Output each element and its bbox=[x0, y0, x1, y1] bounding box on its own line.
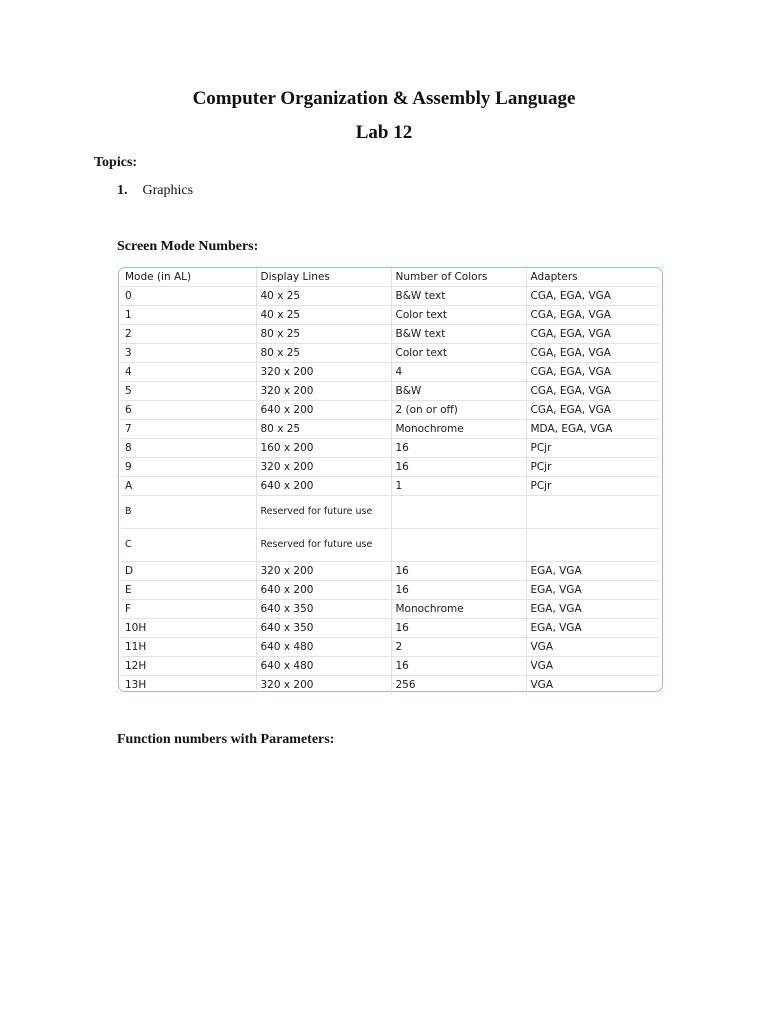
cell-display-lines: 40 x 25 bbox=[256, 306, 391, 325]
cell-display-lines: 320 x 200 bbox=[256, 676, 391, 695]
cell-mode: A bbox=[121, 477, 256, 496]
cell-display-lines: 640 x 480 bbox=[256, 638, 391, 657]
cell-adapters: CGA, EGA, VGA bbox=[526, 287, 659, 306]
cell-adapters: MDA, EGA, VGA bbox=[526, 420, 659, 439]
header-adapters: Adapters bbox=[526, 268, 659, 287]
table-row bbox=[121, 420, 659, 439]
topic-item bbox=[117, 183, 193, 199]
resize-handle-bottom-right[interactable]: · bbox=[661, 688, 664, 696]
cell-mode: 4 bbox=[121, 363, 256, 382]
header-number-of-colors: Number of Colors bbox=[391, 268, 526, 287]
cell-mode: 5 bbox=[121, 382, 256, 401]
cell-adapters: PCjr bbox=[526, 477, 659, 496]
cell-colors bbox=[391, 496, 526, 529]
cell-adapters: CGA, EGA, VGA bbox=[526, 401, 659, 420]
cell-display-lines: 640 x 200 bbox=[256, 581, 391, 600]
topics-heading: Topics: bbox=[94, 155, 138, 170]
table-row bbox=[121, 676, 659, 695]
cell-colors: 16 bbox=[391, 581, 526, 600]
cell-mode: E bbox=[121, 581, 256, 600]
cell-colors: Color text bbox=[391, 306, 526, 325]
cell-mode: 13H bbox=[121, 676, 256, 695]
cell-mode: C bbox=[121, 529, 256, 562]
lab-number: Lab 12 bbox=[355, 122, 413, 143]
cell-adapters: EGA, VGA bbox=[526, 619, 659, 638]
cell-adapters bbox=[526, 529, 659, 562]
cell-colors: 16 bbox=[391, 619, 526, 638]
cell-display-lines: 320 x 200 bbox=[256, 562, 391, 581]
cell-mode: 2 bbox=[121, 325, 256, 344]
cell-display-lines: 320 x 200 bbox=[256, 363, 391, 382]
cell-colors: 16 bbox=[391, 458, 526, 477]
table-row bbox=[121, 287, 659, 306]
cell-mode: 12H bbox=[121, 657, 256, 676]
cell-colors: 16 bbox=[391, 657, 526, 676]
cell-display-lines: Reserved for future use bbox=[256, 496, 391, 529]
cell-colors: 1 bbox=[391, 477, 526, 496]
resize-handle-left[interactable]: · bbox=[116, 473, 119, 481]
table-row bbox=[121, 496, 659, 529]
table-row bbox=[121, 344, 659, 363]
resize-handle-bottom-left[interactable]: · bbox=[116, 688, 119, 696]
cell-display-lines: 40 x 25 bbox=[256, 287, 391, 306]
cell-adapters: PCjr bbox=[526, 439, 659, 458]
cell-colors: B&W text bbox=[391, 325, 526, 344]
cell-display-lines: 640 x 480 bbox=[256, 657, 391, 676]
cell-adapters: CGA, EGA, VGA bbox=[526, 363, 659, 382]
cell-adapters: CGA, EGA, VGA bbox=[526, 325, 659, 344]
resize-handle-right[interactable]: · bbox=[661, 473, 664, 481]
cell-adapters: VGA bbox=[530, 679, 554, 691]
table-row bbox=[121, 562, 659, 581]
cell-adapters bbox=[526, 496, 659, 529]
cell-mode: 8 bbox=[121, 439, 256, 458]
table-row bbox=[121, 529, 659, 562]
cell-colors: B&W bbox=[391, 382, 526, 401]
cell-display-lines: 80 x 25 bbox=[256, 420, 391, 439]
resize-handle-bottom[interactable]: · bbox=[387, 688, 390, 696]
cell-colors: 256 bbox=[391, 676, 526, 695]
cell-colors bbox=[391, 529, 526, 562]
document-title: Computer Organization & Assembly Language bbox=[192, 88, 576, 109]
cell-colors: 2 (on or off) bbox=[391, 401, 526, 420]
table-row bbox=[121, 363, 659, 382]
cell-mode: 9 bbox=[121, 458, 256, 477]
cell-display-lines: 160 x 200 bbox=[256, 439, 391, 458]
cell-mode: F bbox=[121, 600, 256, 619]
resize-handle-top-right[interactable]: · bbox=[661, 263, 664, 271]
table-row bbox=[121, 325, 659, 344]
cell-display-lines: 320 x 200 bbox=[256, 458, 391, 477]
cell-colors: 16 bbox=[391, 562, 526, 581]
table-row bbox=[121, 382, 659, 401]
cell-mode: 11H bbox=[121, 638, 256, 657]
cell-adapters: CGA, EGA, VGA bbox=[526, 344, 659, 363]
cell-display-lines: 640 x 200 bbox=[256, 401, 391, 420]
cell-display-lines: Reserved for future use bbox=[256, 529, 391, 562]
mode-table-frame bbox=[116, 263, 664, 696]
topic-label: Graphics bbox=[142, 183, 194, 198]
cell-colors: B&W text bbox=[391, 287, 526, 306]
cell-colors: Monochrome bbox=[391, 600, 526, 619]
table-row bbox=[121, 401, 659, 420]
header-mode: Mode (in AL) bbox=[121, 268, 256, 287]
table-row bbox=[121, 306, 659, 325]
table-row bbox=[121, 619, 659, 638]
cell-mode: 10H bbox=[121, 619, 256, 638]
function-numbers-heading: Function numbers with Parameters: bbox=[117, 732, 335, 747]
cell-colors: 2 bbox=[391, 638, 526, 657]
cell-mode: D bbox=[121, 562, 256, 581]
cell-mode: 3 bbox=[121, 344, 256, 363]
table-row bbox=[121, 657, 659, 676]
header-display-lines: Display Lines bbox=[256, 268, 391, 287]
table-row bbox=[121, 458, 659, 477]
cell-adapters: EGA, VGA bbox=[526, 600, 659, 619]
resize-handle-top-left[interactable]: · bbox=[116, 263, 119, 271]
cell-colors: 16 bbox=[391, 439, 526, 458]
table-row bbox=[121, 638, 659, 657]
screen-mode-table bbox=[121, 268, 659, 694]
table-row bbox=[121, 600, 659, 619]
cell-adapters: PCjr bbox=[526, 458, 659, 477]
cell-colors: 4 bbox=[391, 363, 526, 382]
cell-mode: 7 bbox=[121, 420, 256, 439]
cell-mode: B bbox=[121, 496, 256, 529]
cell-adapters: CGA, EGA, VGA bbox=[526, 382, 659, 401]
cell-display-lines: 320 x 200 bbox=[256, 382, 391, 401]
topic-number: 1. bbox=[117, 183, 128, 198]
cell-colors: Color text bbox=[391, 344, 526, 363]
table-row bbox=[121, 439, 659, 458]
cell-mode: 0 bbox=[121, 287, 256, 306]
cell-mode: 6 bbox=[121, 401, 256, 420]
cell-mode: 1 bbox=[121, 306, 256, 325]
cell-adapters: EGA, VGA bbox=[526, 562, 659, 581]
cell-display-lines: 640 x 350 bbox=[256, 600, 391, 619]
cell-display-lines: 640 x 200 bbox=[256, 477, 391, 496]
table-row bbox=[121, 477, 659, 496]
cell-display-lines: 640 x 350 bbox=[256, 619, 391, 638]
table-row bbox=[121, 581, 659, 600]
cell-adapters: VGA bbox=[526, 657, 659, 676]
cell-adapters: VGA bbox=[526, 638, 659, 657]
table-header-row bbox=[121, 268, 659, 287]
screen-mode-heading: Screen Mode Numbers: bbox=[117, 239, 259, 254]
cell-colors: Monochrome bbox=[391, 420, 526, 439]
cell-display-lines: 80 x 25 bbox=[256, 325, 391, 344]
cell-adapters: EGA, VGA bbox=[526, 581, 659, 600]
cell-adapters: CGA, EGA, VGA bbox=[526, 306, 659, 325]
cell-display-lines: 80 x 25 bbox=[256, 344, 391, 363]
